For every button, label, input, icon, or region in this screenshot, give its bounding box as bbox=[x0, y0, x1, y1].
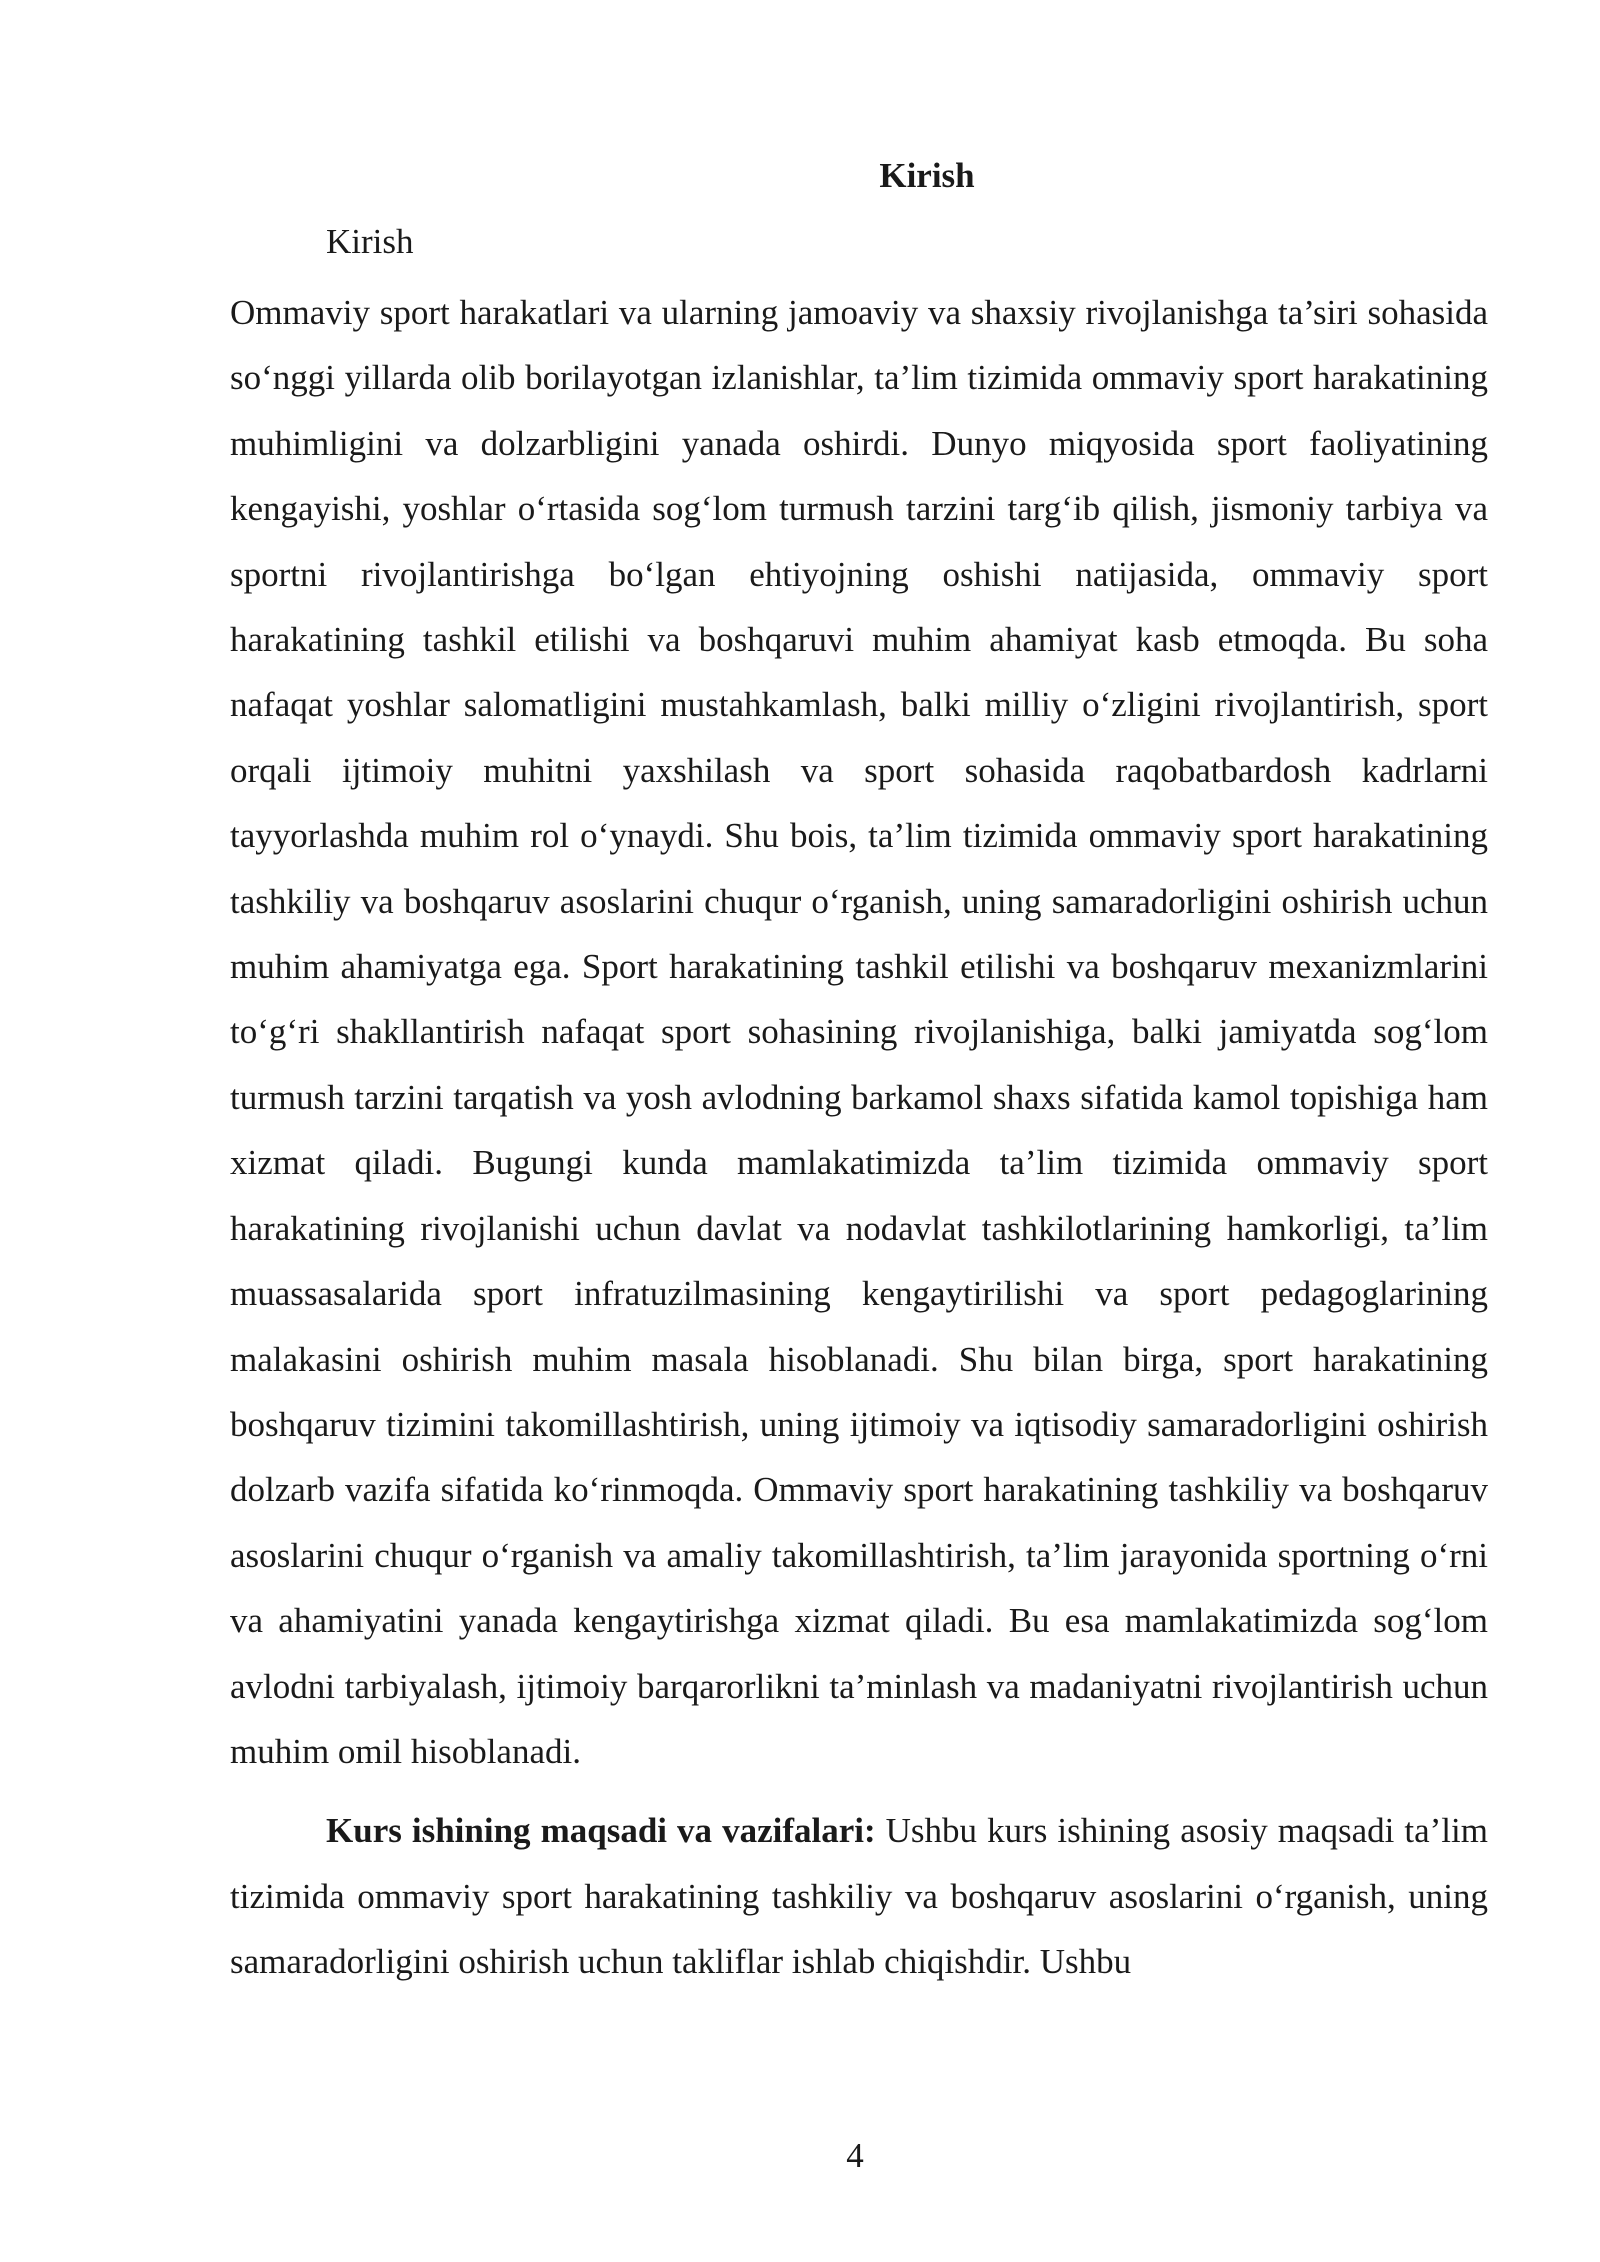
goals-text: Ushbu kurs ishining asosiy maqsadi ta’lim tizimida ommaviy sport harakatining tashkiliy va boshqaruv asoslarini o‘rganish, uning samaradorligini oshirish uchun takliflar ishlab chiqishdir. Ushbu bbox=[230, 1811, 1488, 1982]
section-subheading: Kirish bbox=[326, 222, 414, 261]
goals-lead: Kurs ishining maqsadi va vazifalari: bbox=[326, 1811, 876, 1851]
page-number: 4 bbox=[846, 2136, 864, 2175]
section-title: Kirish bbox=[879, 156, 975, 195]
intro-paragraph: Ommaviy sport harakatlari va ularning jamoaviy va shaxsiy rivojlanishga ta’siri sohasida so‘nggi yillarda olib borilayotgan izlanishlar, ta’lim tizimida ommaviy sport harakatining muhimligini va dolzarbligini yanada oshirdi. Dunyo miqyosida sport faoliyatining kengayishi, yoshlar o‘rtasida sog‘lom turmush tarzini targ‘ib qilish, jismoniy tarbiya va sportni rivojlantirishga bo‘lgan ehtiyojning oshishi natijasida, ommaviy sport harakatining tashkil etilishi va boshqaruvi muhim ahamiyat kasb etmoqda. Bu soha nafaqat yoshlar salomatligini mustahkamlash, balki milliy o‘zligini rivojlantirish, sport orqali ijtimoiy muhitni yaxshilash va sport sohasida raqobatbardosh kadrlarni tayyorlashda muhim rol o‘ynaydi. Shu bois, ta’lim tizimida ommaviy sport harakatining tashkiliy va boshqaruv asoslarini chuqur o‘rganish, uning samaradorligini oshirish uchun muhim ahamiyatga ega. Sport harakatining tashkil etilishi va boshqaruv mexanizmlarini to‘g‘ri shakllantirish nafaqat sport sohasining rivojlanishiga, balki jamiyatda sog‘lom turmush tarzini tarqatish va yosh avlodning barkamol shaxs sifatida kamol topishiga ham xizmat qiladi. Bugungi kunda mamlakatimizda ta’lim tizimida ommaviy sport harakatining rivojlanishi uchun davlat va nodavlat tashkilotlarining hamkorligi, ta’lim muassasalarida sport infratuzilmasining kengaytirilishi va sport pedagoglarining malakasini oshirish muhim masala hisoblanadi. Shu bilan birga, sport harakatining boshqaruv tizimini takomillashtirish, uning ijtimoiy va iqtisodiy samaradorligini oshirish dolzarb vazifa sifatida ko‘rinmoqda. Ommaviy sport harakatining tashkiliy va boshqaruv asoslarini chuqur o‘rganish va amaliy takomillashtirish, ta’lim jarayonida sportning o‘rni va ahamiyatini yanada kengaytirishga xizmat qiladi. Bu esa mamlakatimizda sog‘lom avlodni tarbiyalash, ijtimoiy barqarorlikni ta’minlash va madaniyatni rivojlantirish uchun muhim omil hisoblanadi. bbox=[230, 293, 1488, 1771]
page-content bbox=[230, 148, 1488, 1995]
goals-paragraph bbox=[230, 1798, 1488, 1994]
